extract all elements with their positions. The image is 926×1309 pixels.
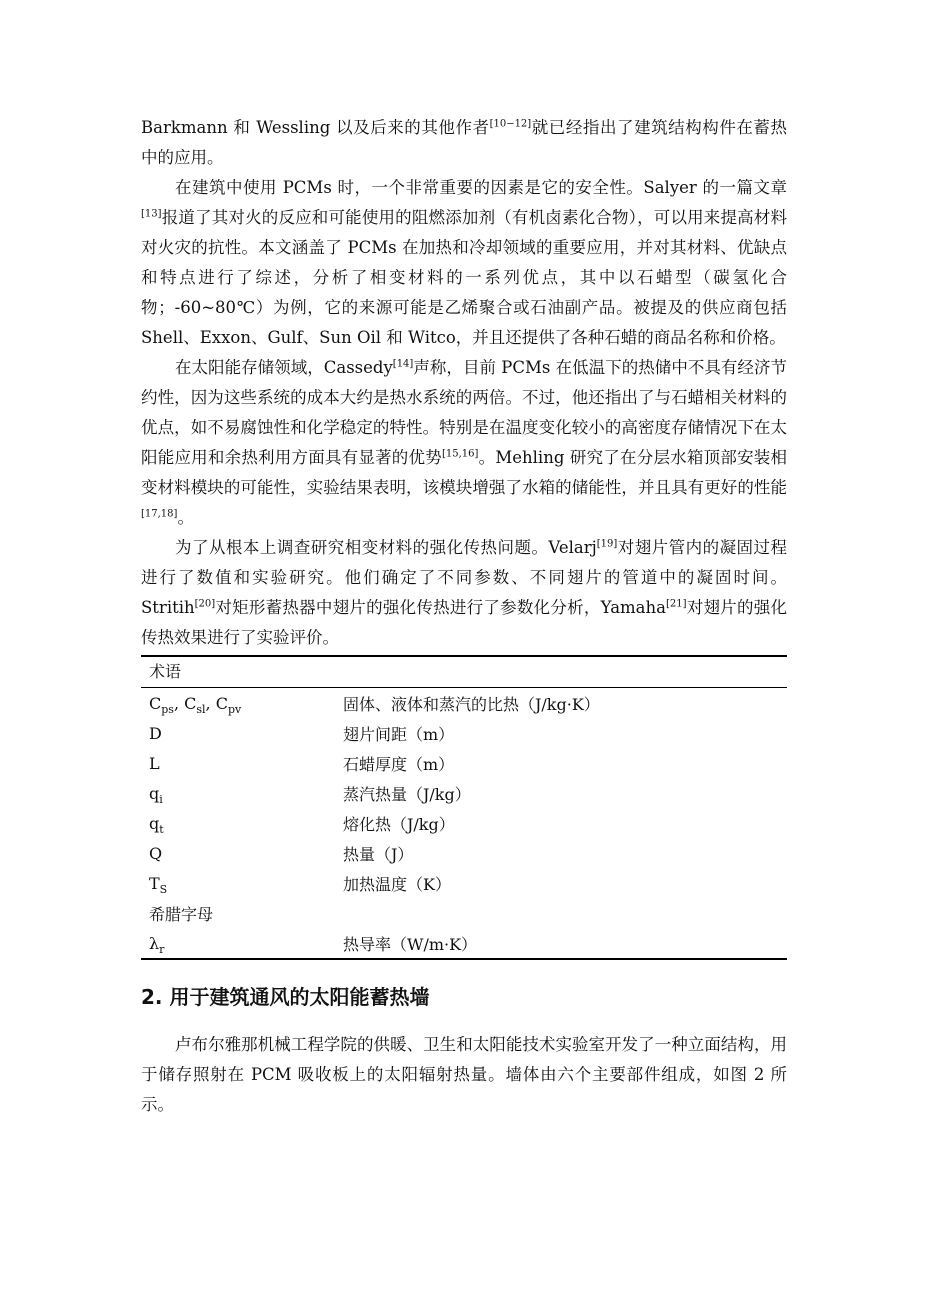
citation-ref: [15,16] xyxy=(441,448,479,460)
term-description: 热导率（W/m·K） xyxy=(343,934,478,954)
citation-ref: [17,18] xyxy=(141,508,178,520)
term-description: 固体、液体和蒸汽的比热（J/kg·K） xyxy=(343,694,600,714)
term-description: 热量（J） xyxy=(343,844,414,864)
term-symbol: $\lambda_r$ xyxy=(149,933,165,956)
citation-ref: [10−12] xyxy=(489,118,532,130)
term-description: 加热温度（K） xyxy=(343,874,451,894)
page-content xyxy=(141,113,787,1120)
term-symbol: $T_S$ xyxy=(149,873,168,896)
citation-ref: [13] xyxy=(141,208,162,220)
term-description: 翅片间距（m） xyxy=(343,724,455,744)
paragraph-2: 在建筑中使用 PCMs 时，一个非常重要的因素是它的安全性。Salyer 的一篇文章[13]报道了其对火的反应和可能使用的阻燃添加剂（有机卤素化合物），可以用来提高材料对火灾的抗性。本文涵盖了 PCMs 在加热和冷却领域的重要应用，并对其材料、优缺点和特点进行了综述，分析了相变材料的一系列优点，其中以石蜡型（碳氢化合物；-60~80℃）为例，它的来源可能是乙烯聚合或石油副产品。被提及的供应商包括 Shell、Exxon、Gulf、Sun Oil 和 Witco，并且还提供了各种石蜡的商品名称和价格。 xyxy=(141,178,787,347)
table-row xyxy=(141,928,787,958)
citation-ref: [20] xyxy=(194,598,216,610)
subscript: i xyxy=(159,792,163,806)
subscript: ps xyxy=(161,702,174,716)
paragraph-4: 为了从根本上调查研究相变材料的强化传热问题。Velarj[19]对翅片管内的凝固过程进行了数值和实验研究。他们确定了不同参数、不同翅片的管道中的凝固时间。Stritih[20]对矩形蓄热器中翅片的强化传热进行了参数化分析，Yamaha[21]对翅片的强化传热效果进行了实验评价。 xyxy=(141,538,787,647)
nomenclature-table xyxy=(141,655,787,960)
table-bottom-rule xyxy=(141,958,787,960)
table-row xyxy=(141,778,787,808)
term-symbol: $q_t$ xyxy=(149,813,164,836)
terms-table xyxy=(141,688,787,958)
term-description: 石蜡厚度（m） xyxy=(343,754,455,774)
term-symbol: $q_i$ xyxy=(149,783,163,806)
subscript: S xyxy=(159,882,168,896)
term-group-heading: 希腊字母 xyxy=(149,904,214,924)
subscript: sl xyxy=(196,702,206,716)
paragraph-1: Barkmann 和 Wessling 以及后来的其他作者[10−12]就已经指出了建筑结构构件在蓄热中的应用。 xyxy=(141,118,787,167)
term-description xyxy=(343,898,787,928)
term-symbol: D xyxy=(149,723,162,743)
term-description: 熔化热（J/kg） xyxy=(343,814,455,834)
citation-ref: [21] xyxy=(665,598,687,610)
term-description: 蒸汽热量（J/kg） xyxy=(343,784,471,804)
paragraph-3: 在太阳能存储领域，Cassedy[14]声称，目前 PCMs 在低温下的热储中不具有经济节约性，因为这些系统的成本大约是热水系统的两倍。不过，他还指出了与石蜡相关材料的优点，如不易腐蚀性和化学稳定的特性。特别是在温度变化较小的高密度存储情况下在太阳能应用和余热利用方面具有显著的优势[15,16]。Mehling 研究了在分层水箱顶部安装相变材料模块的可能性，实验结果表明，该模块增强了水箱的储能性，并且具有更好的性能[17,18]。 xyxy=(141,358,788,527)
table-row xyxy=(141,898,787,928)
term-symbol: L xyxy=(149,753,160,773)
term-symbol: Q xyxy=(149,843,163,863)
table-row xyxy=(141,868,787,898)
citation-ref: [14] xyxy=(392,358,414,370)
table-row xyxy=(141,718,787,748)
subscript: r xyxy=(159,942,165,956)
table-row xyxy=(141,748,787,778)
section-heading: 2. 用于建筑通风的太阳能蓄热墙 xyxy=(141,985,430,1009)
citation-ref: [19] xyxy=(596,538,618,550)
table-row xyxy=(141,808,787,838)
subscript: pv xyxy=(227,702,242,716)
subscript: t xyxy=(159,822,164,836)
table-header: 术语 xyxy=(149,662,182,681)
table-row xyxy=(141,688,787,718)
table-row xyxy=(141,838,787,868)
term-symbol: $C_{ps}$, $C_{sl}$, $C_{pv}$ xyxy=(149,693,242,716)
section-paragraph: 卢布尔雅那机械工程学院的供暖、卫生和太阳能技术实验室开发了一种立面结构，用于储存照射在 PCM 吸收板上的太阳辐射热量。墙体由六个主要部件组成，如图 2 所示。 xyxy=(141,1035,787,1114)
